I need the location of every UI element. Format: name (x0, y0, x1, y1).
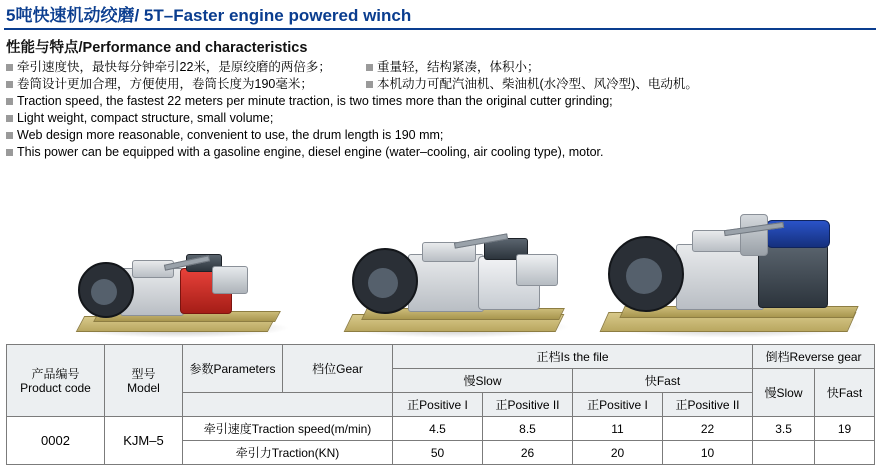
product-photo-gallery (0, 165, 880, 340)
header-parameters: 参数Parameters (183, 345, 283, 393)
cell-speed-slow-positive-2: 8.5 (483, 417, 573, 441)
product-photo-3 (590, 165, 870, 340)
feature-text: 重量轻，结构紧凑，体积小； (377, 60, 540, 74)
cell-product-code: 0002 (7, 417, 105, 465)
list-item (366, 76, 698, 93)
cell-force-fast-positive-1: 20 (573, 441, 663, 465)
feature-text: Light weight, compact structure, small volume; (17, 111, 274, 125)
cell-model: KJM–5 (105, 417, 183, 465)
header-forward-fast: 快Fast (573, 369, 753, 393)
winch-drum-core (91, 279, 117, 305)
cell-speed-reverse-fast: 19 (815, 417, 875, 441)
specifications-table (6, 344, 875, 465)
feature-text: 本机动力可配汽油机、柴油机(水冷型、风冷型)、电动机。 (377, 77, 698, 91)
list-item (6, 93, 613, 110)
header-slow-positive-2: 正Positive II (483, 393, 573, 417)
header-forward-gear: 正档Is the file (393, 345, 753, 369)
cell-force-fast-positive-2: 10 (663, 441, 753, 465)
list-item (6, 59, 366, 76)
feature-text: 卷筒设计更加合理，方便使用，卷筒长度为190毫米； (17, 77, 313, 91)
product-photo-2 (330, 190, 580, 340)
bullet-square-icon (6, 64, 13, 71)
feature-row (6, 59, 874, 76)
table-row (7, 417, 875, 441)
list-item (6, 76, 366, 93)
header-fast-positive-1: 正Positive I (573, 393, 663, 417)
engine-fuel-tank (212, 266, 248, 294)
feature-row (6, 93, 874, 110)
cell-speed-reverse-slow: 3.5 (753, 417, 815, 441)
cell-speed-fast-positive-1: 11 (573, 417, 663, 441)
table-header-row (7, 345, 875, 369)
bullet-square-icon (6, 115, 13, 122)
header-model: 型号 Model (105, 345, 183, 417)
list-item (6, 144, 603, 161)
cell-speed-fast-positive-2: 22 (663, 417, 753, 441)
feature-row (6, 110, 874, 127)
bullet-square-icon (6, 98, 13, 105)
header-reverse-gear: 倒档Reverse gear (753, 345, 875, 369)
header-product-code: 产品编号 Product code (7, 345, 105, 417)
header-fast-positive-2: 正Positive II (663, 393, 753, 417)
engine-fuel-tank (516, 254, 558, 286)
feature-text: 牵引速度快，最快每分钟牵引22米，是原绞磨的两倍多； (17, 60, 331, 74)
bullet-square-icon (366, 64, 373, 71)
bullet-square-icon (6, 132, 13, 139)
cell-param-label-traction-speed: 牵引速度Traction speed(m/min) (183, 417, 393, 441)
feature-row (6, 127, 874, 144)
winch-drum-core (368, 268, 398, 298)
winch-drum-core (626, 258, 662, 294)
header-reverse-slow: 慢Slow (753, 369, 815, 417)
feature-text: Traction speed, the fastest 22 meters per minute traction, is two times more than the original cutter grinding; (17, 94, 613, 108)
feature-row (6, 144, 874, 161)
header-parameters-spacer (183, 393, 393, 417)
feature-row (6, 76, 874, 93)
cell-force-reverse-slow (753, 441, 815, 465)
cell-param-label-traction-force: 牵引力Traction(KN) (183, 441, 393, 465)
header-slow-positive-1: 正Positive I (393, 393, 483, 417)
features-list (0, 59, 880, 161)
cell-force-slow-positive-1: 50 (393, 441, 483, 465)
product-photo-1 (60, 210, 300, 340)
engine-muffler (740, 214, 768, 256)
bullet-square-icon (366, 81, 373, 88)
section-subtitle: 性能与特点/Performance and characteristics (6, 40, 308, 56)
list-item (366, 59, 540, 76)
header-forward-slow: 慢Slow (393, 369, 573, 393)
header-gear: 档位Gear (283, 345, 393, 393)
header-reverse-fast: 快Fast (815, 369, 875, 417)
cell-force-reverse-fast (815, 441, 875, 465)
winch-gearbox (408, 254, 484, 312)
list-item (6, 110, 273, 127)
page-title: 5吨快速机动绞磨/ 5T–Faster engine powered winch (6, 6, 412, 25)
feature-text: Web design more reasonable, convenient to use, the drum length is 190 mm; (17, 128, 444, 142)
bullet-square-icon (6, 149, 13, 156)
cell-force-slow-positive-2: 26 (483, 441, 573, 465)
cell-speed-slow-positive-1: 4.5 (393, 417, 483, 441)
engine-body-dark (758, 244, 828, 308)
list-item (6, 127, 443, 144)
bullet-square-icon (6, 81, 13, 88)
feature-text: This power can be equipped with a gasoline engine, diesel engine (water–cooling, air cooling type), motor. (17, 145, 604, 159)
